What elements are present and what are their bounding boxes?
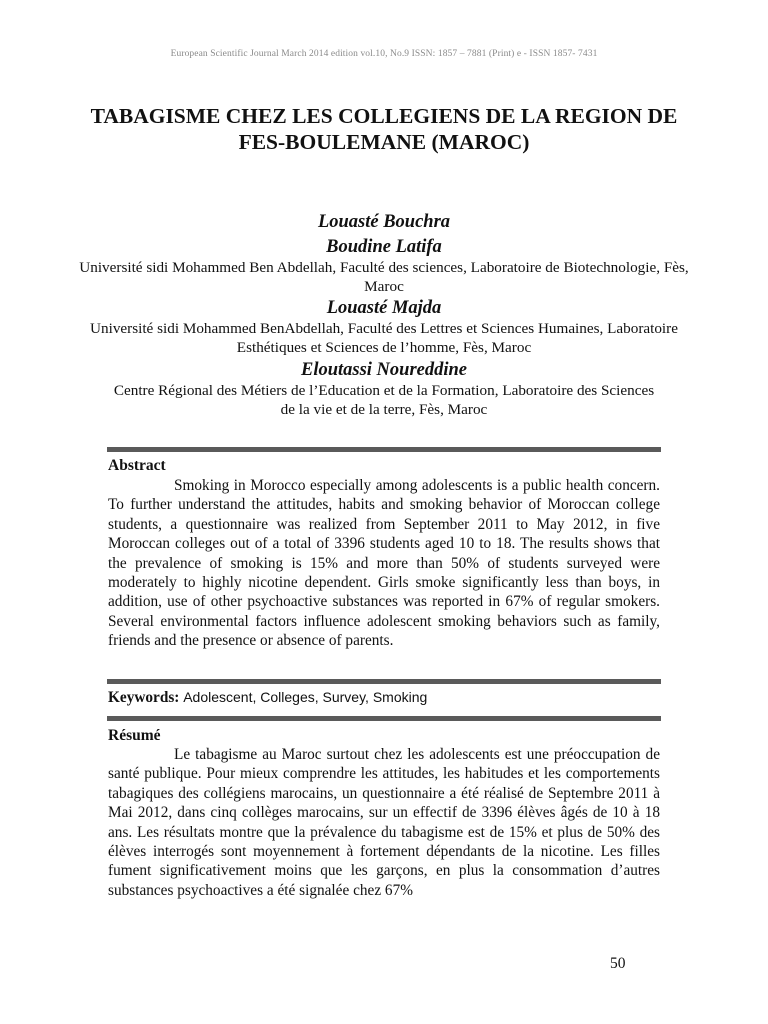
abstract-text: Smoking in Morocco especially among adolescents is a public health concern. To further understand the attitudes, habits and smoking behavior of Moroccan college students, a questionnaire was realized from September 2011 to May 2012, in five Moroccan colleges out of a total of 3396 students aged 10 to 18. The results shows that the prevalence of smoking is 15% and more than 50% of students surveyed were moderately to highly nicotine dependent. Girls smoke significantly less than boys, in addition, use of other psychoactive substances was reported in 67% of regular smokers. Several environmental factors influence adolescent smoking behaviors such as family, friends and the presence or absence of parents. (108, 477, 660, 650)
paper-title: TABAGISME CHEZ LES COLLEGIENS DE LA REGION DE FES-BOULEMANE (MAROC) (90, 104, 678, 154)
affiliation: Université sidi Mohammed BenAbdellah, Faculté des Lettres et Sciences Humaines, Laboratoire Esthétiques et Sciences de l’homme, Fès, Maroc (90, 320, 678, 356)
keywords-line (108, 689, 427, 707)
author-name: Eloutassi Noureddine (300, 360, 468, 380)
author-name: Louasté Majda (326, 298, 442, 318)
section-divider (107, 447, 661, 452)
keywords-label: Keywords: (108, 689, 180, 706)
affiliation: Université sidi Mohammed Ben Abdellah, Faculté des sciences, Laboratoire de Biotechnologie, Fès, Maroc (79, 259, 689, 295)
section-divider (107, 679, 661, 684)
resume-heading: Résumé (108, 727, 161, 744)
abstract-heading: Abstract (108, 457, 166, 474)
author-name: Boudine Latifa (326, 237, 442, 257)
keywords-value: Adolescent, Colleges, Survey, Smoking (183, 689, 428, 705)
author-name: Louasté Bouchra (317, 212, 451, 232)
journal-header: European Scientific Journal March 2014 edition vol.10, No.9 ISSN: 1857 – 7881 (Print) e - ISSN 1857- 7431 (170, 49, 598, 59)
resume-text: Le tabagisme au Maroc surtout chez les adolescents est une préoccupation de santé publique. Pour mieux comprendre les attitudes, les habitudes et les comportements tabagiques des collégiens marocains, un questionnaire a été réalisé de Septembre 2011 à Mai 2012, dans cinq collèges marocains, sur un effectif de 3396 élèves âgés de 10 à 18 ans. Les résultats montre que la prévalence du tabagisme est de 15% et plus de 50% des élèves interrogés sont moyennement à fortement dépendants de la nicotine. Les filles fument significativement moins que les garçons, en plus la consommation d’autres substances psychoactives a été signalée chez 67% (108, 746, 660, 899)
affiliation: Centre Régional des Métiers de l’Education et de la Formation, Laboratoire des Sciences de la vie et de la terre, Fès, Maroc (113, 382, 655, 418)
section-divider (107, 716, 661, 721)
page-number: 50 (610, 955, 626, 972)
